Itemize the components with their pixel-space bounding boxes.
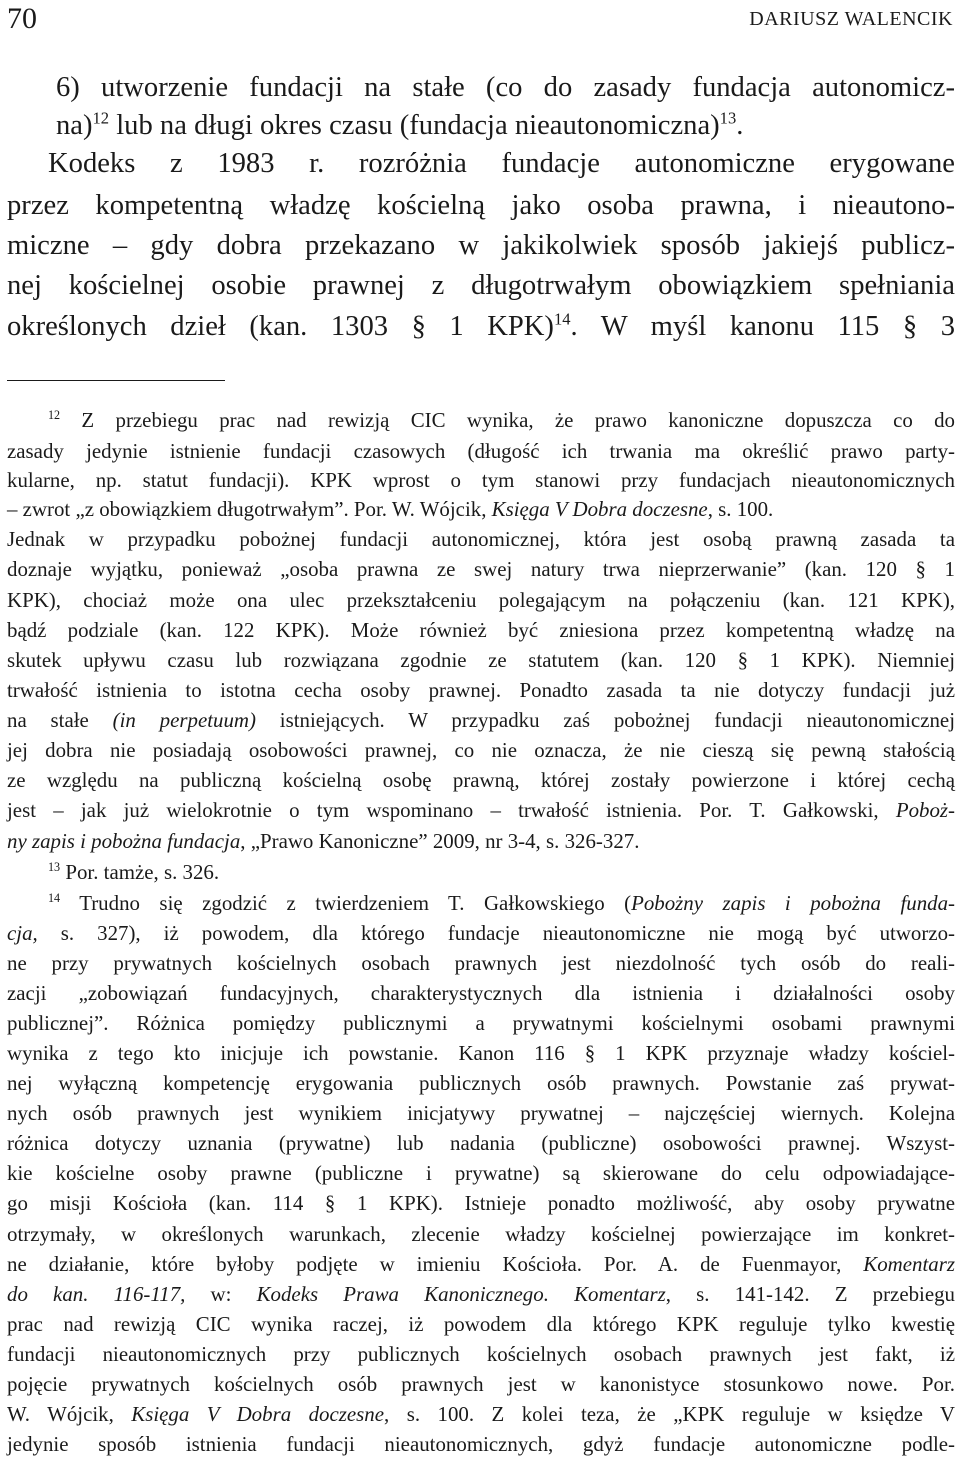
footnote-line: $^{13}$ Por. tamże, s. 326.: [48, 860, 220, 884]
main-line: Kodeks z 1983 r. rozróżnia fundacje autonomiczne erygowane: [48, 148, 955, 179]
footnote-line: go misji Kościoła (kan. 114 § 1 KPK). Istnieje ponadto możliwość, aby osoby prywatne: [7, 1191, 955, 1215]
footnote-line: ze względu na publiczną kościelną osobę prawną, której zostały powierzone i której cechą: [7, 768, 955, 792]
footnote-line: – zwrot „z obowiązkiem długotrwałym”. Por. W. Wójcik, Księga V Dobra doczesne, s. 100.: [7, 497, 774, 521]
footnote-line: fundacji nieautonomicznych przy publicznych kościelnych osobach prawnych jest fakt, iż: [7, 1342, 955, 1366]
footnote-line: KPK), chociaż może ona ulec przekształceniu polegającym na połączeniu (kan. 121 KPK),: [7, 588, 955, 612]
footnote-line: jest – jak już wielokrotnie o tym wspominano – trwałość istnienia. Por. T. Gałkowski, Poboż-: [7, 798, 955, 822]
footnote-line: ne przy prywatnych kościelnych osobach prawnych jest niezdolność tych osób do reali-: [7, 951, 955, 975]
footnote-line: na stałe (in perpetuum) istniejących. W przypadku zaś pobożnej fundacji nieautonomicznej: [7, 708, 955, 732]
main-line: miczne – gdy dobra przekazano w jakikolwiek sposób jakiejś publicz-: [7, 230, 955, 261]
footnote-line: kie kościelne osoby prawne (publiczne i prywatne) są skierowane do celu odpowiadające-: [7, 1161, 955, 1185]
footnote-line: otrzymały, w określonych warunkach, zlecenie władzy kościelnej powierzające im konkret-: [7, 1222, 955, 1246]
main-line: 6) utworzenie fundacji na stałe (co do zasady fundacja autonomicz-: [56, 72, 955, 103]
footnote-line: doznaje wyjątku, ponieważ „osoba prawna ze swej natury trwa nieprzerwanie” (kan. 120 § 1: [7, 557, 955, 581]
footnote-number: 14: [48, 891, 61, 906]
footnote-line: ny zapis i pobożna fundacja, „Prawo Kanoniczne” 2009, nr 3-4, s. 326-327.: [7, 829, 640, 853]
footnote-line: cja, s. 327), iż powodem, dla którego fundacje nieautonomiczne nie mogą być utworzo-: [7, 921, 955, 945]
main-line: przez kompetentną władzę kościelną jako osoba prawna, i nieautono-: [7, 190, 955, 221]
running-header-author: DARIUSZ WALENCIK: [749, 8, 953, 30]
footnote-line: Jednak w przypadku pobożnej fundacji autonomicznej, która jest osobą prawną zasada ta: [7, 527, 955, 551]
main-line: określonych dzieł (kan. 1303 § 1 KPK)$^{14}$. W myśl kanonu 115 § 3: [7, 309, 955, 342]
footnote-line: wynika z tego kto inicjuje ich powstanie. Kanon 116 § 1 KPK przyznaje władzy kościel-: [7, 1041, 955, 1065]
footnote-line: skutek upływu czasu lub rozwiązana zgodnie ze statutem (kan. 120 § 1 KPK). Niemniej: [7, 648, 955, 672]
footnote-line: pojęcie prywatnych kościelnych osób prawnych jest w kanonistyce stosunkowo nowe. Por.: [7, 1372, 955, 1396]
footnote-line: kularne, np. statut fundacji). KPK wprost o tym stanowi przy fundacjach nieautonomicznych: [7, 468, 955, 492]
main-line: na)$^{12}$ lub na długi okres czasu (fundacja nieautonomiczna)$^{13}$.: [56, 108, 744, 141]
footnote-line: różnica dotyczy uznania (prywatne) lub nadania (publiczne) osobowości prawnej. Wszyst-: [7, 1131, 955, 1155]
page-number: 70: [7, 2, 37, 35]
footnote-ref: 14: [553, 309, 571, 329]
footnote-line: prac nad rewizją CIC wynika raczej, iż powodem dla którego KPK reguluje tylko kwestię: [7, 1312, 955, 1336]
footnote-line: jedynie sposób istnienia fundacji nieautonomicznych, gdyż fundacje autonomiczne podle-: [7, 1432, 955, 1456]
footnote-line: W. Wójcik, Księga V Dobra doczesne, s. 100. Z kolei teza, że „KPK reguluje w księdze V: [7, 1402, 955, 1426]
footnote-line: bądź podziale (kan. 122 KPK). Może również być zniesiona przez kompetentną władzę na: [7, 618, 955, 642]
footnote-line: publicznej”. Różnica pomiędzy publicznymi a prywatnymi kościelnymi osobami prawnymi: [7, 1011, 955, 1035]
footnote-line: ne działanie, które byłoby podjęte w imieniu Kościoła. Por. A. de Fuenmayor, Komentarz: [7, 1252, 955, 1276]
footnote-line: zasady jedynie istnienie fundacji czasowych (długość ich trwania ma określić prawo party-: [7, 439, 955, 463]
footnote-line: nych osób prawnych jest wynikiem inicjatywy prywatnej – najczęściej wiernych. Kolejna: [7, 1101, 955, 1125]
footnote-line: jej dobra nie posiadają osobowości prawnej, co nie oznacza, że nie cieszą się pewną stałością: [7, 738, 955, 762]
footnote-line: do kan. 116-117, w: Kodeks Prawa Kanonicznego. Komentarz, s. 141-142. Z przebiegu: [7, 1282, 956, 1306]
footnote-line: $^{14}$ Trudno się zgodzić z twierdzeniem T. Gałkowskiego (Pobożny zapis i pobożna funda-: [48, 891, 956, 915]
footnote-line: nej wyłączną kompetencję erygowania publicznych osób prawnych. Powstanie zaś prywat-: [7, 1071, 955, 1095]
footnote-line: zacji „zobowiązań fundacyjnych, charakterystycznych dla istnienia i działalności osoby: [7, 981, 955, 1005]
footnote-ref: 12: [92, 108, 110, 128]
footnote-number: 13: [48, 860, 61, 875]
footnote-ref: 13: [719, 108, 737, 128]
footnote-separator: [7, 380, 225, 381]
footnote-number: 12: [48, 408, 61, 423]
footnote-line: trwałość istnienia to istotna cecha osoby prawnej. Ponadto zasada ta nie dotyczy fundacji już: [7, 678, 955, 702]
main-line: nej kościelnej osobie prawnej z długotrwałym obowiązkiem spełniania: [7, 270, 955, 301]
footnote-line: $^{12}$ Z przebiegu prac nad rewizją CIC wynika, że prawo kanoniczne dopuszcza co do: [48, 408, 955, 432]
